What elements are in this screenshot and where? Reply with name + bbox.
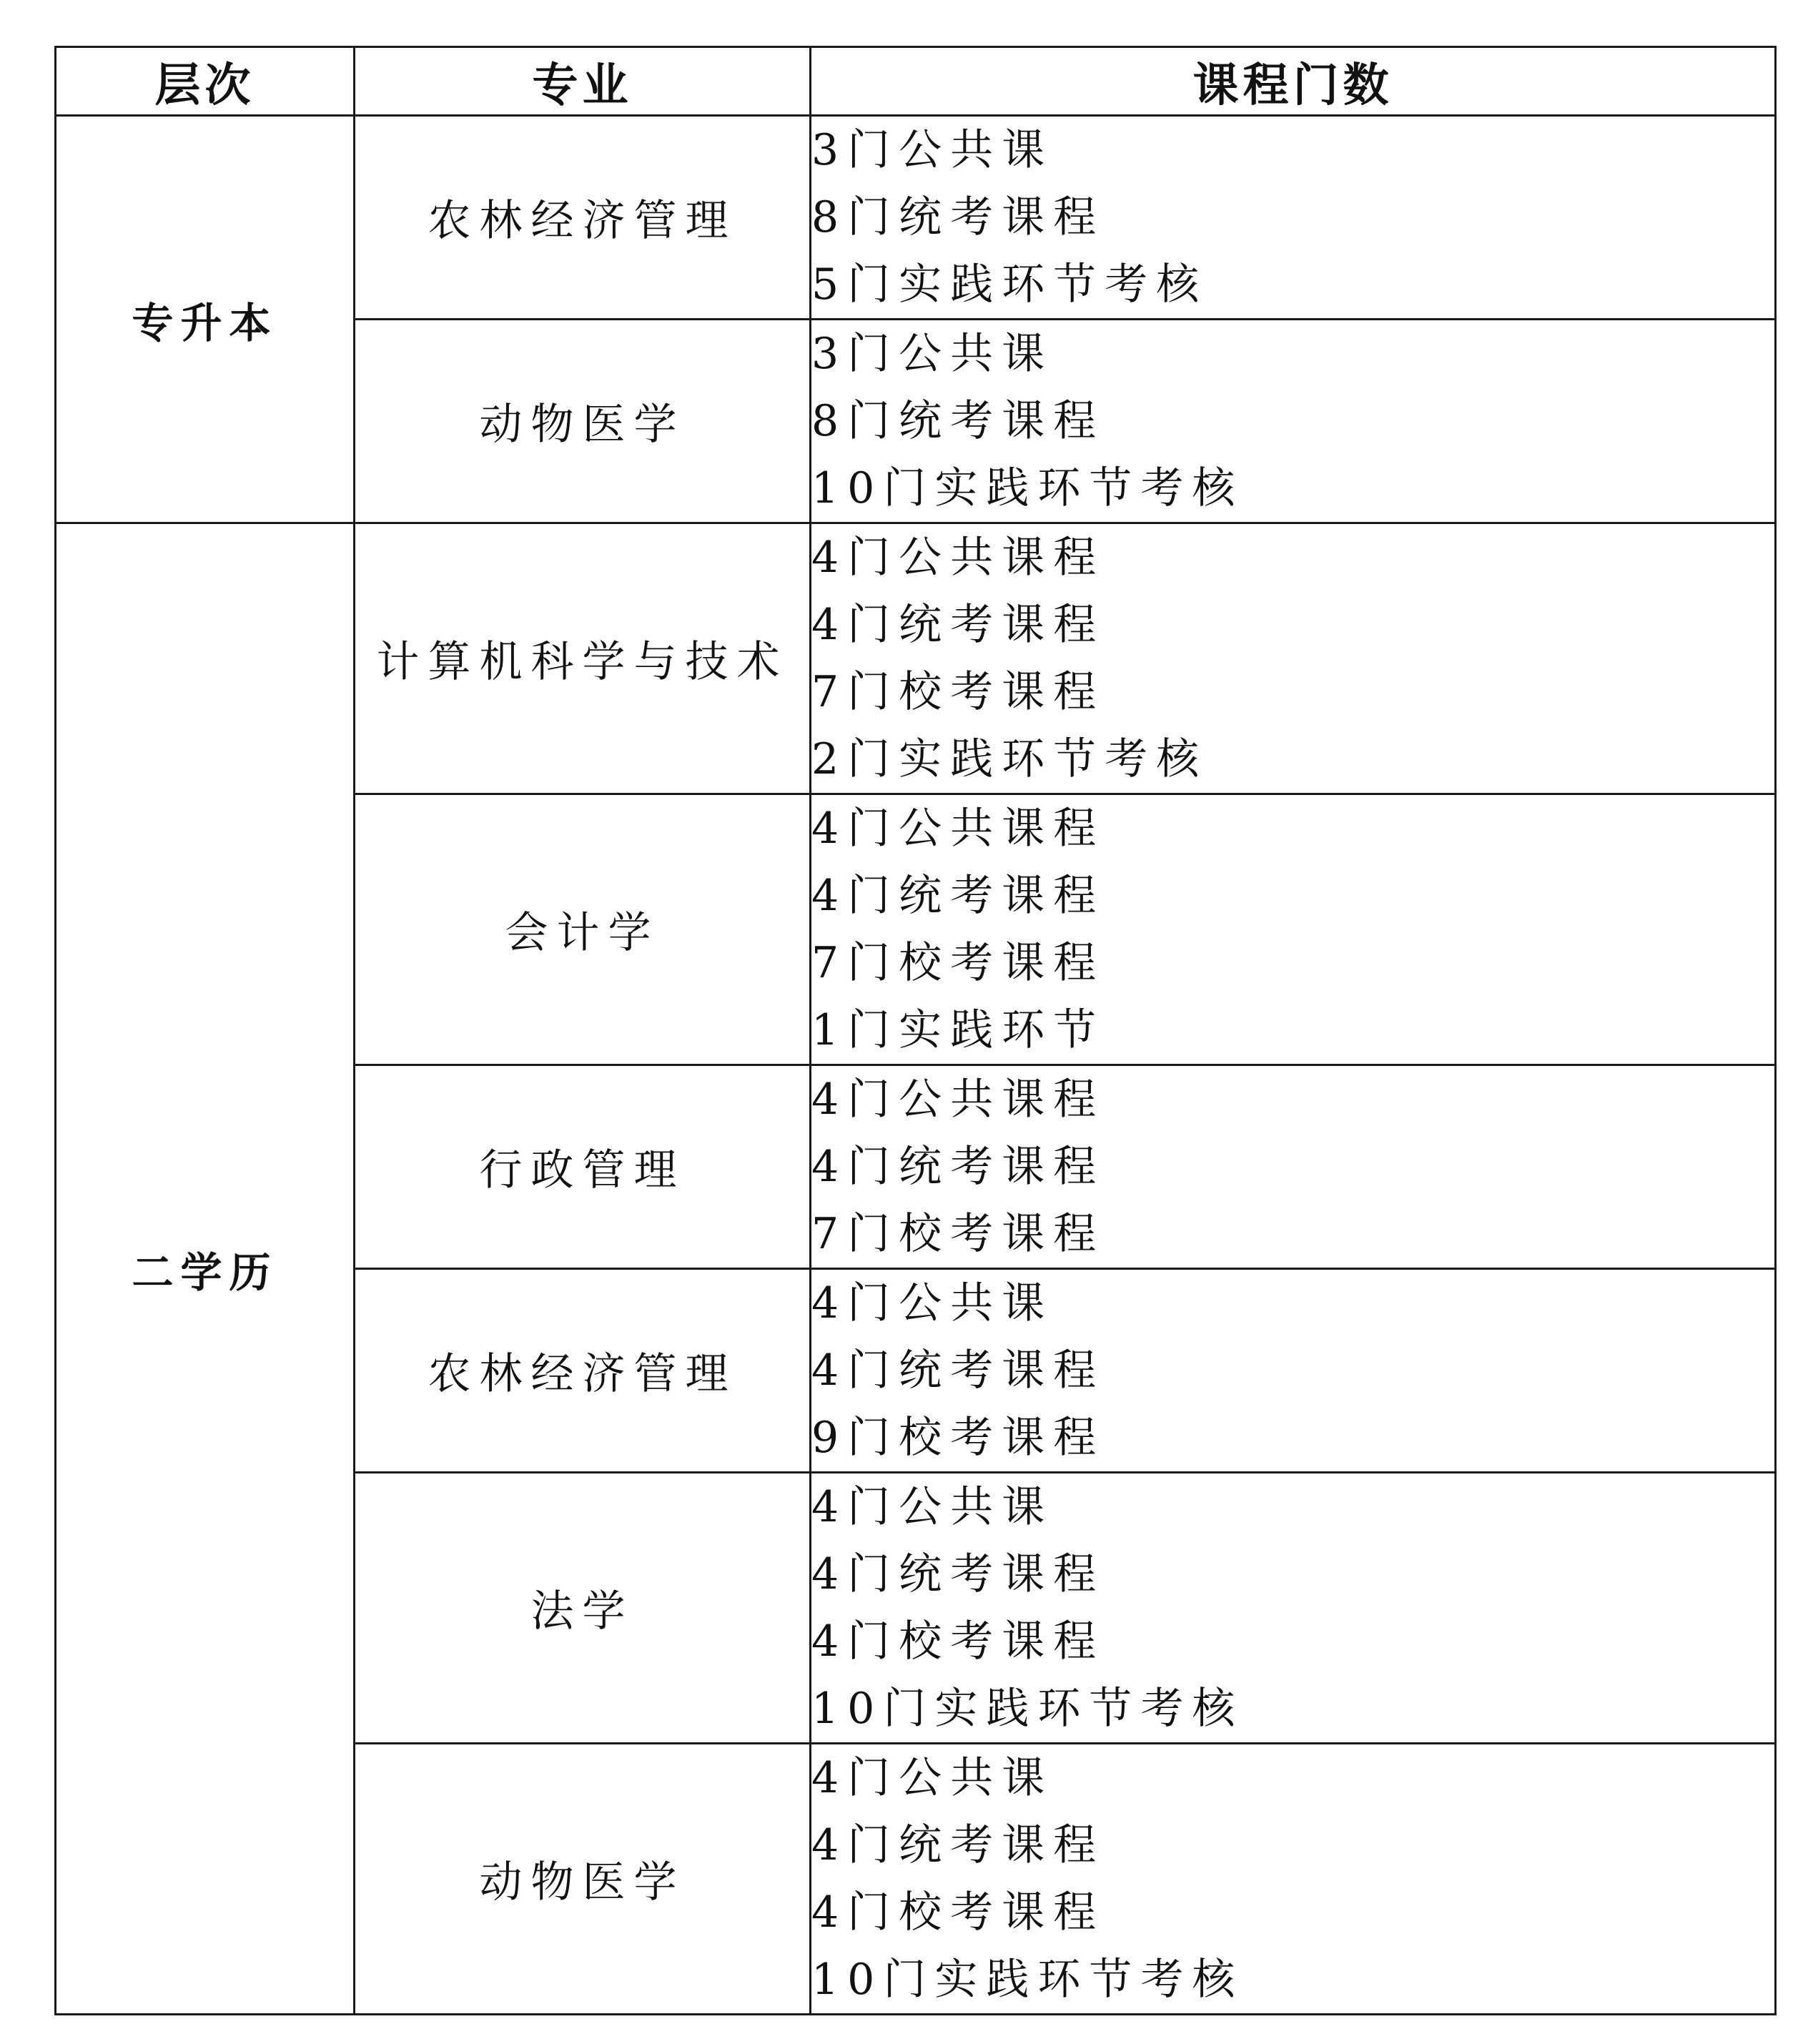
- course-list-cell: [811, 1744, 1776, 2015]
- course-line: 8门统考课程: [811, 396, 1105, 446]
- course-line: 8门统考课程: [811, 192, 1105, 242]
- course-line: 4门统考课程: [811, 871, 1105, 921]
- major-cell: 动物医学: [355, 1744, 811, 2015]
- course-line: 10门实践环节考核: [811, 1684, 1244, 1734]
- course-line: 3门公共课: [811, 329, 1054, 379]
- course-line: 4门公共课: [811, 1753, 1054, 1803]
- course-line: 4门统考课程: [811, 1346, 1105, 1396]
- table-row: [56, 523, 1776, 794]
- course-line: 1门实践环节: [811, 1005, 1105, 1055]
- course-line: 4门公共课程: [811, 804, 1105, 854]
- major-cell: 动物医学: [355, 320, 811, 523]
- course-line: 7门校考课程: [811, 938, 1105, 988]
- course-line: 5门实践环节考核: [811, 260, 1208, 310]
- major-cell: 法学: [355, 1473, 811, 1744]
- course-line: 4门统考课程: [811, 600, 1105, 650]
- header-row: [56, 47, 1776, 116]
- course-list-cell: [811, 1473, 1776, 1744]
- course-line: 4门公共课程: [811, 533, 1105, 583]
- major-cell: 农林经济管理: [355, 116, 811, 320]
- major-cell: 行政管理: [355, 1065, 811, 1269]
- course-line: 4门校考课程: [811, 1887, 1105, 1937]
- course-line: 4门公共课程: [811, 1075, 1105, 1125]
- course-line: 3门公共课: [811, 125, 1054, 175]
- level-cell: 专升本: [56, 116, 355, 523]
- header-major: 专业: [355, 47, 811, 116]
- course-line: 4门统考课程: [811, 1142, 1105, 1192]
- course-line: 10门实践环节考核: [811, 1955, 1244, 2005]
- level-cell: 二学历: [56, 523, 355, 2015]
- course-line: 4门公共课: [811, 1278, 1054, 1328]
- header-level: 层次: [56, 47, 355, 116]
- course-line: 7门校考课程: [811, 667, 1105, 717]
- table-row: [56, 116, 1776, 320]
- major-cell: 农林经济管理: [355, 1269, 811, 1473]
- course-list-cell: [811, 523, 1776, 794]
- course-list-cell: [811, 320, 1776, 523]
- course-list-cell: [811, 1269, 1776, 1473]
- major-cell: 计算机科学与技术: [355, 523, 811, 794]
- course-line: 10门实践环节考核: [811, 463, 1244, 513]
- course-line: 4门校考课程: [811, 1616, 1105, 1667]
- course-line: 4门统考课程: [811, 1820, 1105, 1870]
- course-list-cell: [811, 794, 1776, 1065]
- header-courses: 课程门数: [811, 47, 1776, 116]
- course-list-cell: [811, 1065, 1776, 1269]
- course-table: [54, 46, 1777, 2015]
- course-line: 9门校考课程: [811, 1413, 1105, 1463]
- course-line: 4门公共课: [811, 1482, 1054, 1532]
- major-cell: 会计学: [355, 794, 811, 1065]
- course-line: 7门校考课程: [811, 1209, 1105, 1259]
- course-list-cell: [811, 116, 1776, 320]
- course-line: 4门统考课程: [811, 1549, 1105, 1599]
- course-line: 2门实践环节考核: [811, 734, 1208, 784]
